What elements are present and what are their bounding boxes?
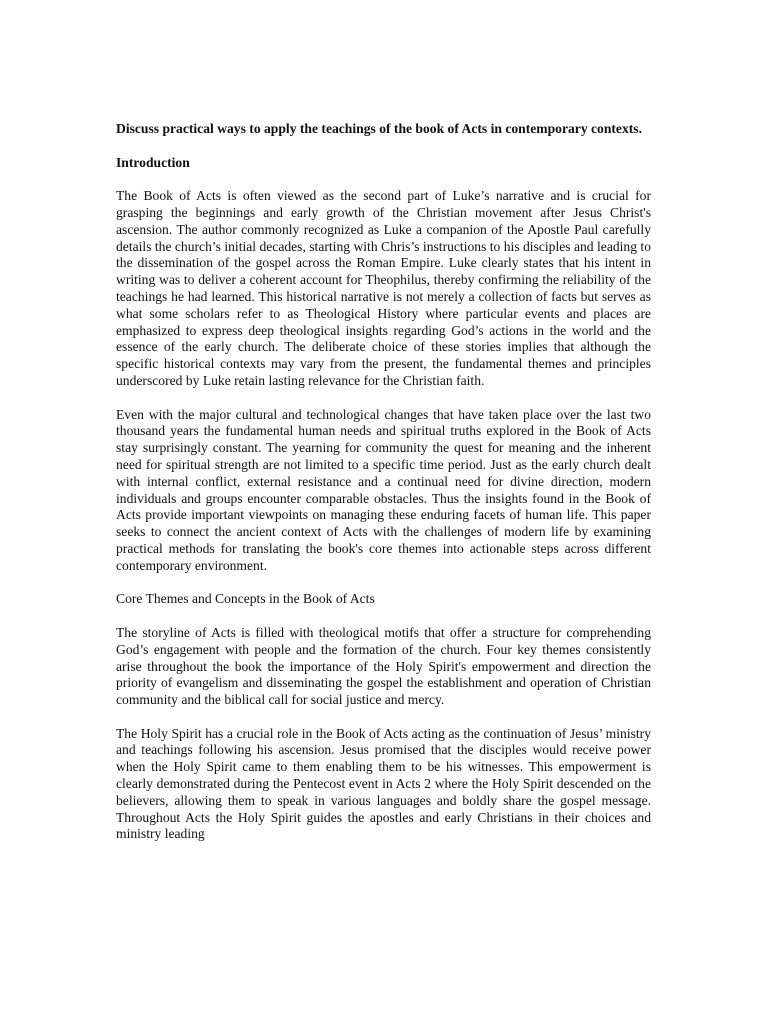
introduction-heading: Introduction xyxy=(116,154,190,170)
core-themes-heading: Core Themes and Concepts in the Book of Acts xyxy=(116,591,375,607)
core-themes-paragraph-2: The Holy Spirit has a crucial role in the Book of Acts acting as the continuation of Jesus’ ministry and teachings following his ascension. Jesus promised that the disciples would receive power when the Holy Spirit came to them enabling them to be his witnesses. This empowerment is clearly demonstrated during the Pentecost event in Acts 2 where the Holy Spirit descended on the believers, allowing them to speak in various languages and boldly share the gospel message. Throughout Acts the Holy Spirit guides the apostles and early Christians in their choices and ministry leading xyxy=(116,725,651,842)
essay-prompt: Discuss practical ways to apply the teachings of the book of Acts in contemporary contexts. xyxy=(116,121,642,136)
document-page xyxy=(116,121,651,860)
core-themes-paragraph-1: The storyline of Acts is filled with theological motifs that offer a structure for comprehending God’s engagement with people and the formation of the church. Four key themes consistently arise throughout the book the importance of the Holy Spirit's empowerment and direction the priority of evangelism and disseminating the gospel the establishment and operation of Christian community and the biblical call for social justice and mercy. xyxy=(116,624,651,708)
intro-paragraph-1: The Book of Acts is often viewed as the second part of Luke’s narrative and is crucial for grasping the beginnings and early growth of the Christian movement after Jesus Christ's ascension. The author commonly recognized as Luke a companion of the Apostle Paul carefully details the church’s initial decades, starting with Chris’s instructions to his disciples and leading to the dissemination of the gospel across the Roman Empire. Luke clearly states that his intent in writing was to deliver a coherent account for Theophilus, thereby confirming the reliability of the teachings he had learned. This historical narrative is not merely a collection of facts but serves as what some scholars refer to as Theological History where particular events and places are emphasized to express deep theological insights regarding God’s actions in the world and the essence of the early church. The deliberate choice of these stories implies that although the specific historical contexts may vary from the present, the fundamental themes and principles underscored by Luke retain lasting relevance for the Christian faith. xyxy=(116,188,651,388)
intro-paragraph-2: Even with the major cultural and technological changes that have taken place over the last two thousand years the fundamental human needs and spiritual truths explored in the Book of Acts stay surprisingly constant. The yearning for community the quest for meaning and the inherent need for spiritual strength are not limited to a specific time period. Just as the early church dealt with internal conflict, external resistance and a continual need for divine direction, modern individuals and groups encounter comparable obstacles. Thus the insights found in the Book of Acts provide important viewpoints on managing these enduring facets of human life. This paper seeks to connect the ancient context of Acts with the challenges of modern life by examining practical methods for translating the book's core themes into actionable steps across different contemporary environment. xyxy=(116,406,651,573)
